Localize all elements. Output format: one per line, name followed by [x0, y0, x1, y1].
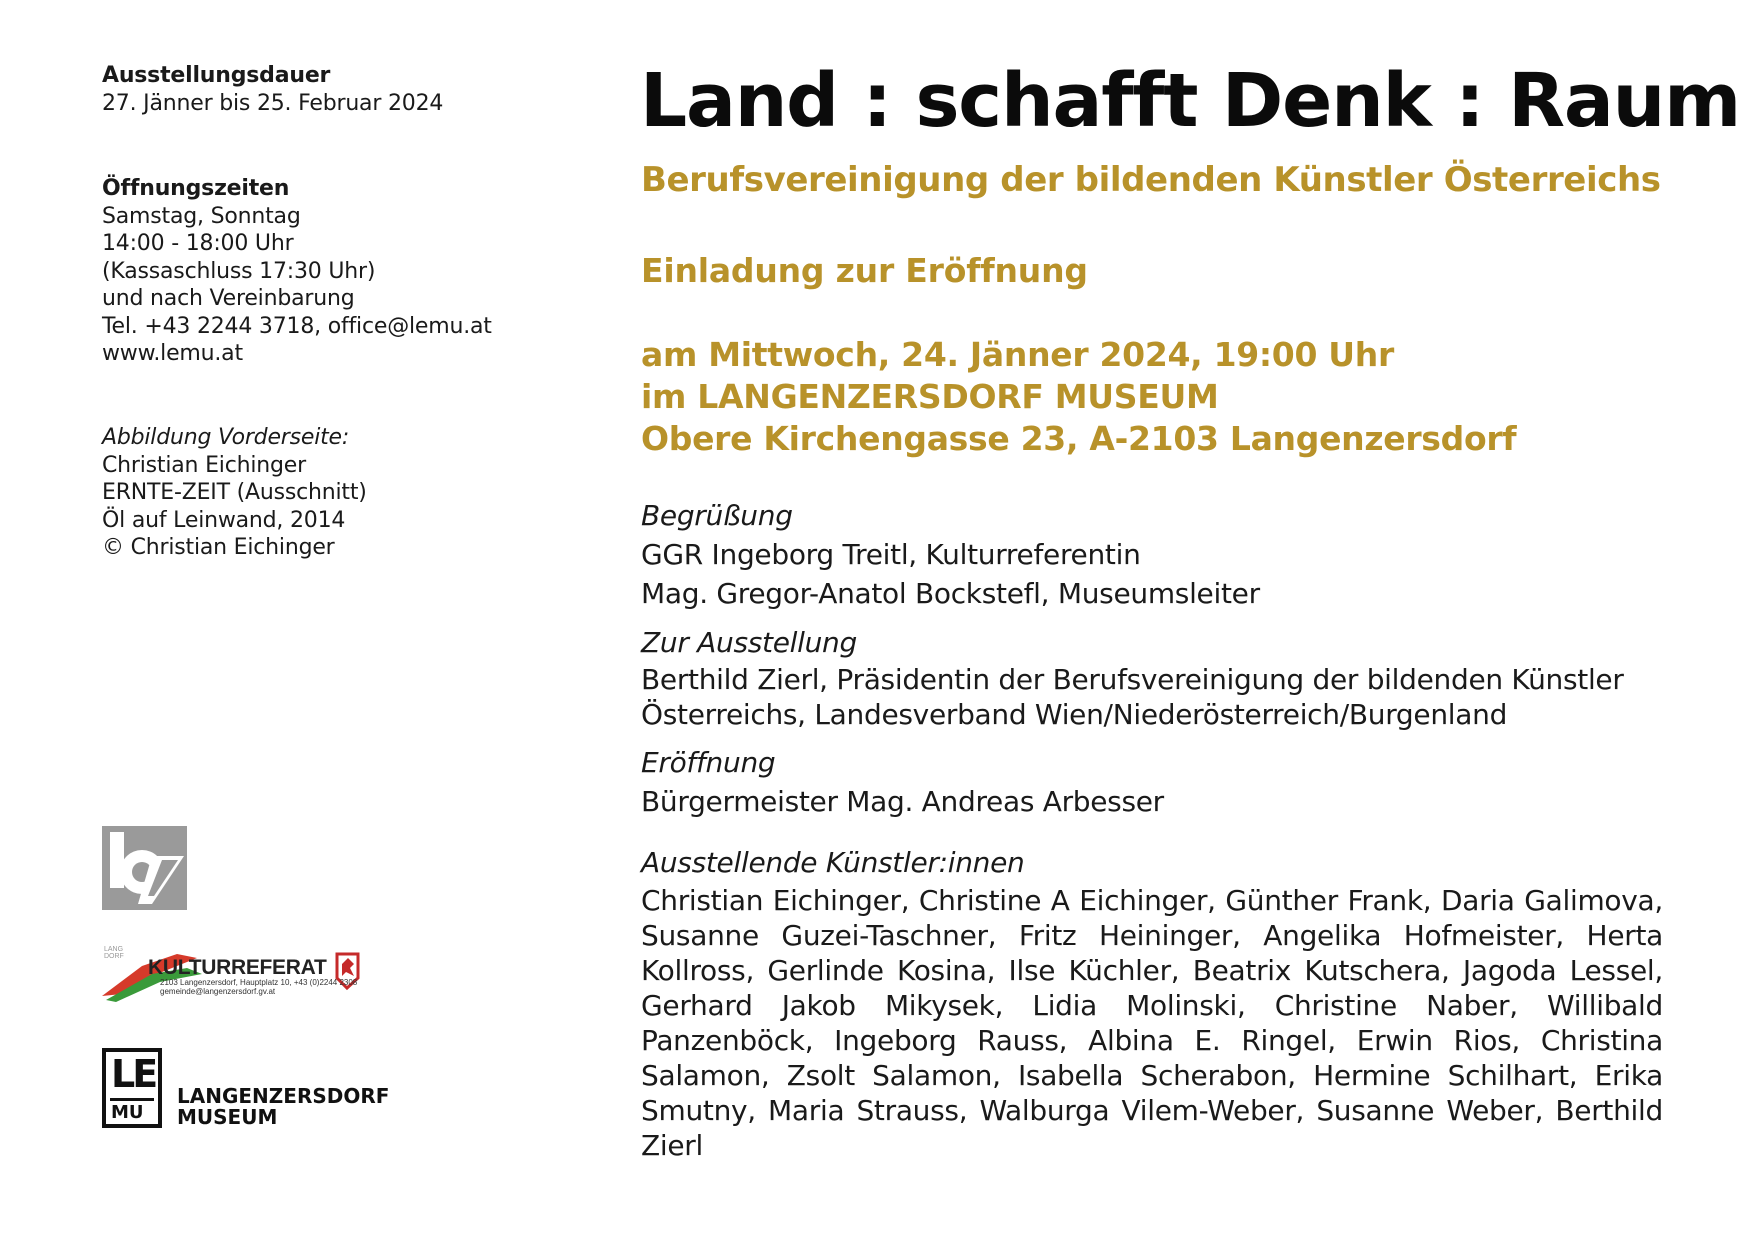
- exhibition-speaker: Österreichs, Landesverband Wien/Niederösterreich/Burgenland: [641, 698, 1508, 731]
- lemu-logo-le: LE: [111, 1052, 156, 1096]
- exhibition-heading: Zur Ausstellung: [641, 626, 857, 659]
- opening-speaker: Bürgermeister Mag. Andreas Arbesser: [641, 785, 1164, 818]
- kulturreferat-logo: [102, 944, 382, 1004]
- cover-line: Öl auf Leinwand, 2014: [102, 507, 346, 533]
- hours-line: und nach Vereinbarung: [102, 286, 355, 311]
- hours-line: 14:00 - 18:00 Uhr: [102, 231, 294, 256]
- invitation-heading: Einladung zur Eröffnung: [641, 251, 1088, 290]
- lemu-logo: [102, 1048, 402, 1133]
- welcome-heading: Begrüßung: [641, 499, 793, 532]
- website-line: www.lemu.at: [102, 341, 243, 366]
- hours-label: Öffnungszeiten: [102, 176, 290, 201]
- subtitle: Berufsvereinigung der bildenden Künstler Österreichs: [641, 160, 1661, 200]
- kulturreferat-subtext: [160, 978, 357, 996]
- cover-line: © Christian Eichinger: [102, 535, 335, 560]
- lemu-logo-mu: MU: [111, 1102, 144, 1123]
- event-venue: im LANGENZERSDORF MUSEUM: [641, 377, 1219, 416]
- bv-logo: [102, 826, 187, 910]
- cover-credit-block: [102, 424, 367, 562]
- lemu-logo-divider: [110, 1098, 154, 1101]
- lemu-logo-name: [177, 1086, 389, 1128]
- opening-heading: Eröffnung: [641, 746, 776, 779]
- program-exhibition: [641, 623, 1663, 732]
- welcome-speaker: GGR Ingeborg Treitl, Kulturreferentin: [641, 538, 1141, 571]
- welcome-speaker: Mag. Gregor-Anatol Bockstefl, Museumsleiter: [641, 577, 1260, 610]
- opening-hours-block: [102, 175, 492, 368]
- kulturreferat-title: KULTURREFERAT: [148, 956, 327, 979]
- event-address: Obere Kirchengasse 23, A-2103 Langenzersdorf: [641, 419, 1517, 458]
- duration-label: Ausstellungsdauer: [102, 63, 331, 88]
- artists-heading-block: [641, 843, 1663, 882]
- lemu-name-line1: LANGENZERSDORF: [177, 1084, 390, 1108]
- bv-logo-icon: [102, 826, 187, 910]
- artists-list: Christian Eichinger, Christine A Eichinger, Günther Frank, Daria Galimova, Susanne Guzei-Taschner, Fritz Heininger, Angelika Hofmeister, Herta Kollross, Gerlinde Kosina, Ilse Küchler, Beatrix Kutschera, Jagoda Lessel, Gerhard Jakob Mikysek, Lidia Molinski, Christine Naber, Willibald Panzenböck, Ingeborg Rauss, Albina E. Ringel, Erwin Rios, Christina Salamon, Zsolt Salamon, Isabella Scherabon, Hermine Schilhart, Erika Smutny, Maria Strauss, Walburga Vilem-Weber, Susanne Weber, Berthild Zierl: [641, 884, 1663, 1162]
- cover-line: Christian Eichinger: [102, 452, 306, 478]
- kulturreferat-email: gemeinde@langenzersdorf.gv.at: [160, 987, 276, 996]
- lemu-logo-box: [102, 1048, 162, 1128]
- hours-line: Samstag, Sonntag: [102, 203, 301, 229]
- kulturreferat-side-text: LANG DORF: [104, 946, 124, 960]
- artists-heading: Ausstellende Künstler:innen: [641, 846, 1025, 879]
- kulturreferat-address: 2103 Langenzersdorf, Hauptplatz 10, +43 (0)2244 2308: [160, 978, 358, 987]
- exhibition-speaker: Berthild Zierl, Präsidentin der Berufsvereinigung der bildenden Künstler: [641, 663, 1624, 696]
- exhibition-duration-block: [102, 62, 443, 117]
- event-details: [641, 334, 1516, 460]
- program-opening: [641, 743, 1663, 821]
- cover-label: Abbildung Vorderseite:: [102, 425, 350, 450]
- duration-value: 27. Jänner bis 25. Februar 2024: [102, 90, 444, 116]
- lemu-name-line2: MUSEUM: [177, 1105, 278, 1129]
- page-title: Land : schafft Denk : Raum: [640, 58, 1741, 144]
- hours-line: (Kassaschluss 17:30 Uhr): [102, 258, 376, 284]
- cover-line: ERNTE-ZEIT (Ausschnitt): [102, 480, 367, 505]
- contact-line: Tel. +43 2244 3718, office@lemu.at: [102, 313, 492, 339]
- program-welcome: [641, 496, 1663, 613]
- event-date: am Mittwoch, 24. Jänner 2024, 19:00 Uhr: [641, 335, 1394, 374]
